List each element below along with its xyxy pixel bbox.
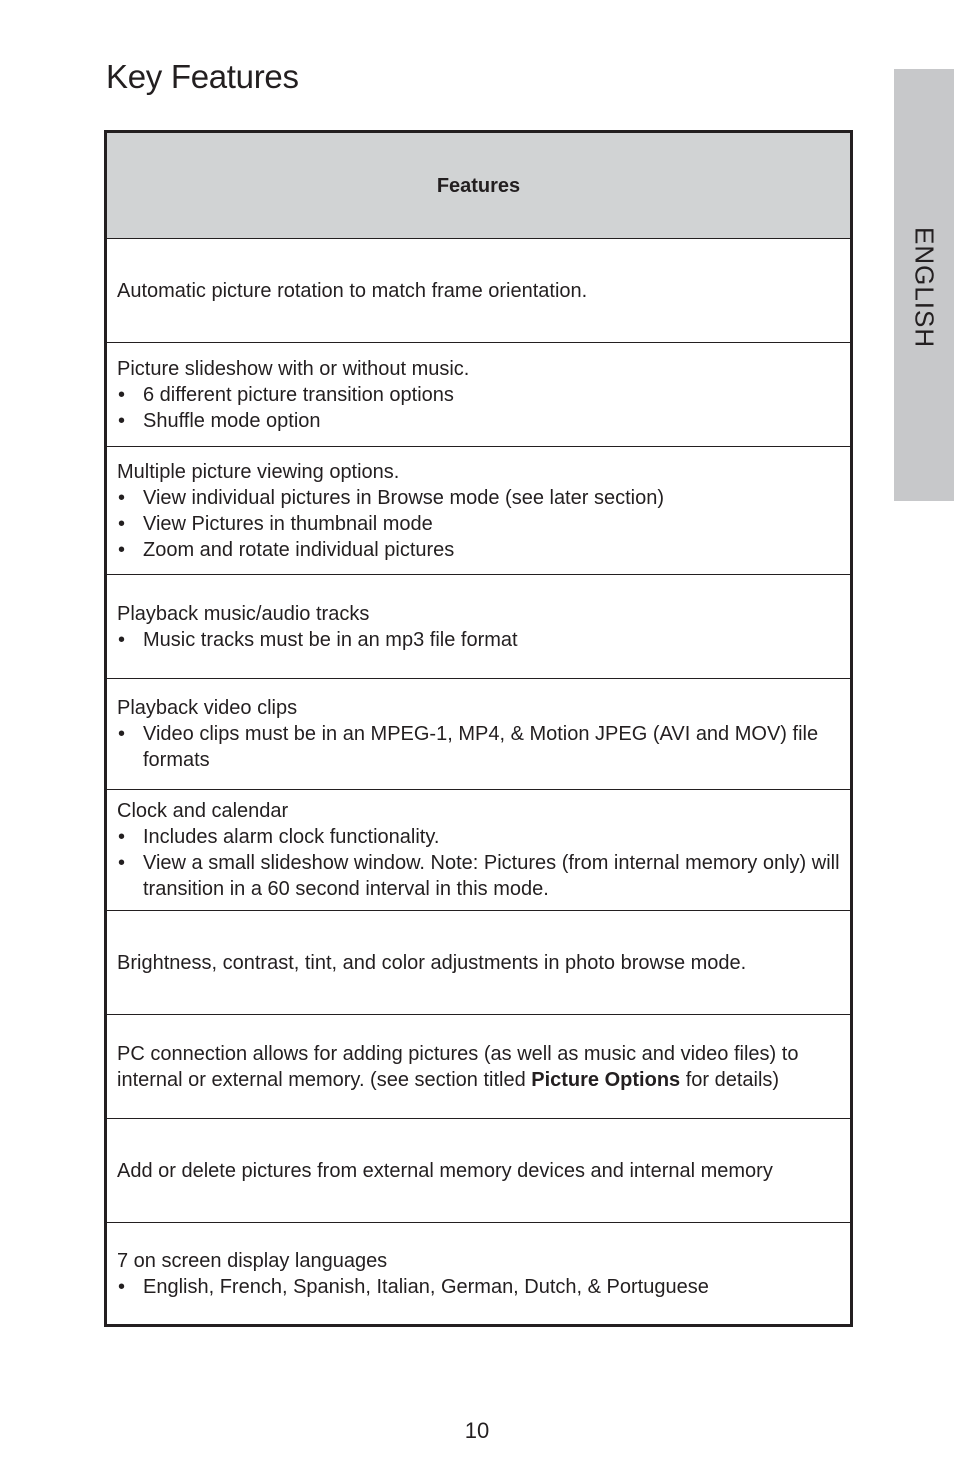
language-tab bbox=[894, 69, 954, 501]
feature-bullets bbox=[117, 824, 840, 902]
feature-text: Automatic picture rotation to match frame orientation. bbox=[117, 279, 588, 302]
feature-bullet: • View Pictures in thumbnail mode bbox=[117, 511, 840, 537]
feature-text: Picture slideshow with or without music. bbox=[117, 357, 470, 380]
table-header-label: Features bbox=[436, 174, 521, 197]
feature-row-brightness bbox=[107, 911, 850, 1015]
feature-row-viewing bbox=[107, 447, 850, 575]
feature-row-music bbox=[107, 575, 850, 679]
feature-text-part: for details) bbox=[680, 1068, 780, 1091]
feature-text: 7 on screen display languages bbox=[117, 1249, 388, 1272]
feature-bullets bbox=[117, 485, 840, 563]
feature-text: Add or delete pictures from external memory devices and internal memory bbox=[117, 1159, 773, 1182]
feature-row-pc-connection bbox=[107, 1015, 850, 1119]
page-number: 10 bbox=[464, 1418, 490, 1443]
feature-bullet: • Shuffle mode option bbox=[117, 408, 840, 434]
feature-text: Multiple picture viewing options. bbox=[117, 460, 400, 483]
table-header bbox=[107, 133, 850, 239]
feature-bullet: • View individual pictures in Browse mode (see later section) bbox=[117, 485, 840, 511]
feature-row-languages bbox=[107, 1223, 850, 1324]
feature-bullets bbox=[117, 721, 840, 773]
feature-bullet: • View a small slideshow window. Note: Pictures (from internal memory only) will transition in a 60 second interval in this mode. bbox=[117, 850, 840, 902]
language-tab-label: ENGLISH bbox=[909, 227, 940, 349]
feature-bullets bbox=[117, 627, 840, 653]
picture-options-reference: Picture Options bbox=[531, 1068, 681, 1091]
feature-text: Clock and calendar bbox=[117, 800, 289, 822]
feature-bullet: • Zoom and rotate individual pictures bbox=[117, 537, 840, 563]
feature-text: Brightness, contrast, tint, and color adjustments in photo browse mode. bbox=[117, 951, 747, 974]
feature-bullet: • English, French, Spanish, Italian, German, Dutch, & Portuguese bbox=[117, 1274, 840, 1300]
feature-row-video bbox=[107, 679, 850, 790]
feature-bullet: • Includes alarm clock functionality. bbox=[117, 824, 840, 850]
feature-text: Playback video clips bbox=[117, 697, 298, 719]
feature-bullet: • Video clips must be in an MPEG-1, MP4, & Motion JPEG (AVI and MOV) file formats bbox=[117, 721, 840, 773]
feature-text-part: PC connection allows for adding pictures (as well as music and video files) to internal or external memory. (see section titled bbox=[117, 1042, 799, 1091]
feature-text bbox=[117, 1041, 840, 1093]
feature-bullet: • Music tracks must be in an mp3 file format bbox=[117, 627, 840, 653]
feature-row-slideshow bbox=[107, 343, 850, 447]
feature-bullets bbox=[117, 382, 840, 434]
feature-row-clock bbox=[107, 790, 850, 911]
feature-text: Playback music/audio tracks bbox=[117, 602, 370, 625]
page-title: Key Features bbox=[106, 58, 299, 95]
feature-bullets bbox=[117, 1274, 840, 1300]
feature-row-add-delete bbox=[107, 1119, 850, 1223]
feature-row-rotation bbox=[107, 239, 850, 343]
features-table bbox=[104, 130, 853, 1327]
feature-bullet: • 6 different picture transition options bbox=[117, 382, 840, 408]
